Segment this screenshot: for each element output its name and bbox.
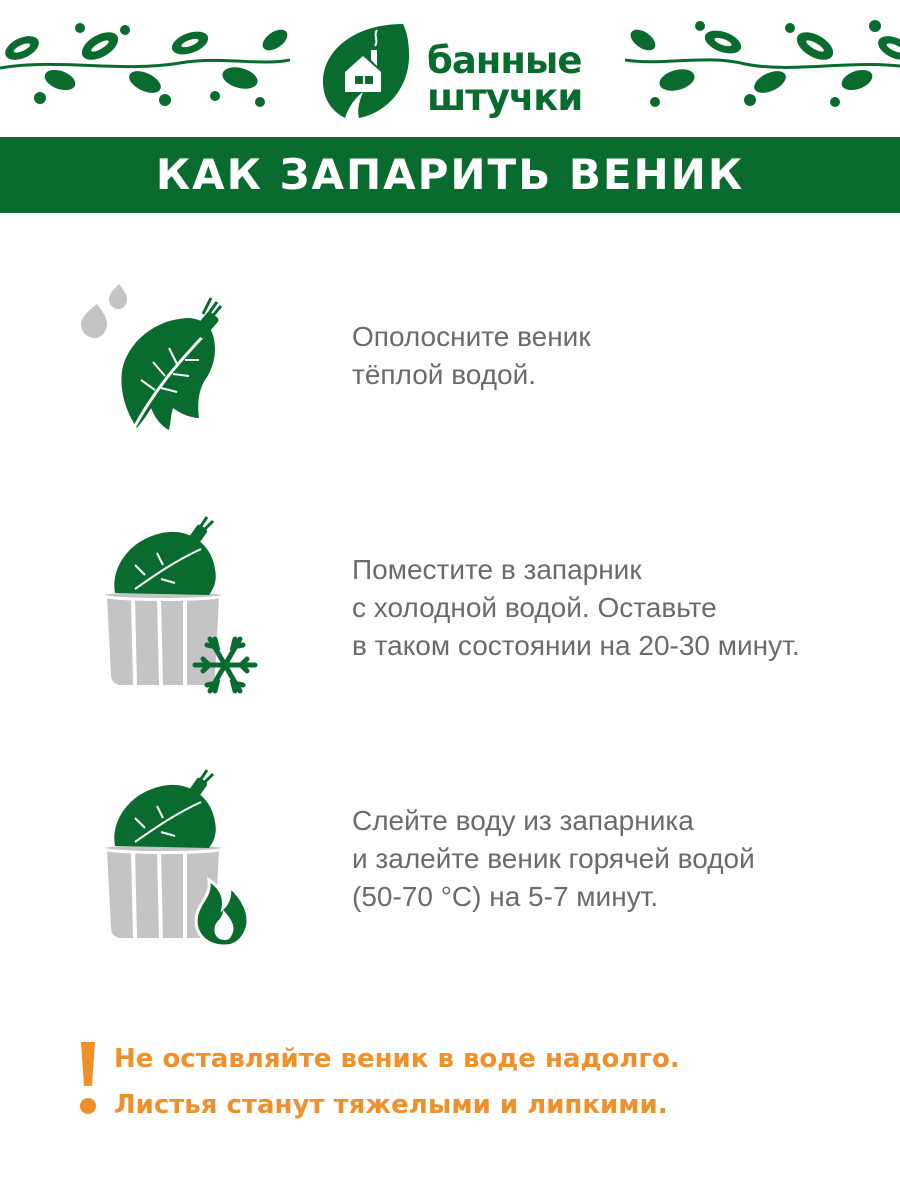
header — [0, 0, 900, 137]
step-3-text — [352, 802, 755, 916]
step-1-line-2: тёплой водой. — [352, 359, 537, 390]
brand-name-line1: банные — [427, 39, 582, 82]
warning-line-1: Не оставляйте веник в воде надолго. — [114, 1044, 680, 1074]
step-2-text — [352, 551, 800, 665]
leaf-ornament-left — [0, 18, 290, 108]
step-2-line-1: Поместите в запарник — [352, 554, 642, 585]
exclamation-icon — [78, 1040, 98, 1118]
broom-bucket-hot-icon — [75, 768, 265, 958]
brand-name — [427, 39, 583, 119]
step-3-line-2: и залейте веник горячей водой — [352, 843, 755, 874]
title-bar — [0, 137, 900, 213]
step-2-line-2: с холодной водой. Оставьте — [352, 592, 717, 623]
brand-name-line2: штучки — [427, 76, 583, 119]
leaf-house-icon — [315, 20, 415, 120]
brand-logo — [315, 20, 595, 120]
warning-line-2: Листья станут тяжелыми и липкими. — [114, 1090, 668, 1120]
leaf-ornament-right — [625, 18, 900, 108]
step-3-line-1: Слейте воду из запарника — [352, 805, 694, 836]
step-2-line-3: в таком состоянии на 20-30 минут. — [352, 630, 800, 661]
step-1-text — [352, 318, 591, 394]
broom-bucket-cold-icon — [75, 515, 265, 705]
step-1-line-1: Ополосните веник — [352, 321, 591, 352]
step-3-line-3: (50-70 °C) на 5-7 минут. — [352, 881, 659, 912]
page-title: КАК ЗАПАРИТЬ ВЕНИК — [155, 150, 745, 199]
warning-note-text — [114, 1036, 680, 1128]
wet-broom-icon — [75, 280, 225, 435]
